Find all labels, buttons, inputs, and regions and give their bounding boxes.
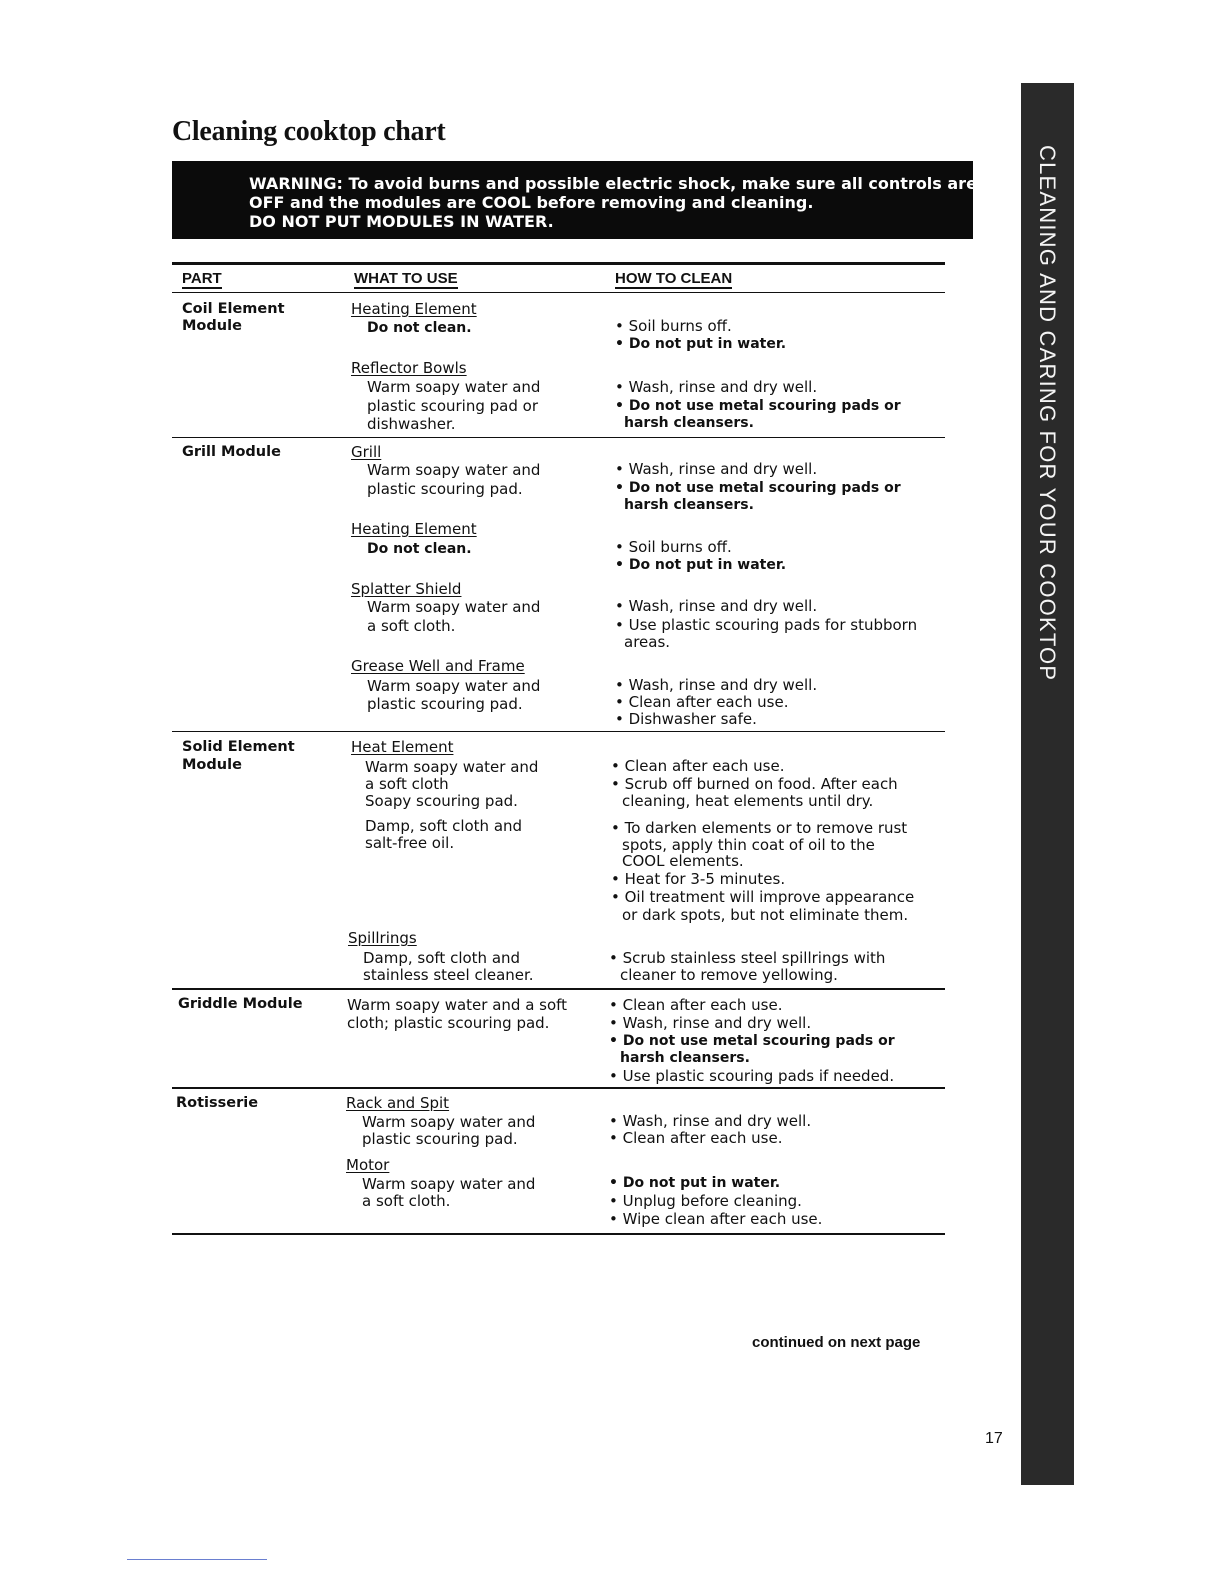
how-to-clean-text: • Wipe clean after each use. [609,1210,823,1228]
component-label: Grill [351,443,382,461]
part-label: Griddle Module [178,996,303,1012]
what-to-use-text: plastic scouring pad. [362,1130,518,1148]
sidebar-section-title: CLEANING AND CARING FOR YOUR COOKTOP [1035,145,1060,682]
part-label: Module [182,757,242,773]
how-to-clean-text: • Do not use metal scouring pads or [615,398,901,414]
header-what-to-use: WHAT TO USE [354,270,458,287]
warning-line: OFF and the modules are COOL before removing and cleaning. [249,193,814,212]
row-divider [172,731,945,732]
how-to-clean-text: • Wash, rinse and dry well. [609,1112,812,1130]
row-divider [172,1087,945,1089]
continued-note: continued on next page [752,1334,921,1351]
row-divider [172,988,945,990]
how-to-clean-text: • Wash, rinse and dry well. [615,597,818,615]
part-label: Solid Element [182,739,295,755]
how-to-clean-text: • Wash, rinse and dry well. [615,378,818,396]
how-to-clean-text: harsh cleansers. [624,497,754,513]
how-to-clean-text: • Scrub off burned on food. After each [611,775,898,793]
component-label: Heating Element [351,520,477,538]
how-to-clean-text: • Do not put in water. [609,1175,781,1191]
what-to-use-text: a soft cloth. [362,1192,451,1210]
what-to-use-text: Do not clean. [367,541,472,557]
how-to-clean-text: • Clean after each use. [615,693,789,711]
what-to-use-text: Soapy scouring pad. [365,792,518,810]
part-label: Grill Module [182,444,281,460]
component-label: Rack and Spit [346,1094,450,1112]
what-to-use-text: dishwasher. [367,415,456,433]
component-label: Heating Element [351,300,477,318]
component-label: Spillrings [348,929,417,947]
row-divider [172,292,945,293]
what-to-use-text: stainless steel cleaner. [363,966,534,984]
how-to-clean-text: • Wash, rinse and dry well. [615,676,818,694]
part-label: Rotisserie [176,1095,259,1111]
what-to-use-text: Do not clean. [367,320,472,336]
what-to-use-text: cloth; plastic scouring pad. [347,1014,550,1032]
how-to-clean-text: • Soil burns off. [615,317,732,335]
what-to-use-text: Damp, soft cloth and [365,817,523,835]
how-to-clean-text: • Do not put in water. [615,557,787,573]
table-top-rule [172,262,945,265]
what-to-use-text: salt-free oil. [365,834,455,852]
how-to-clean-text: harsh cleansers. [620,1050,750,1066]
how-to-clean-text: • Soil burns off. [615,538,732,556]
what-to-use-text: Warm soapy water and [365,758,539,776]
how-to-clean-text: • Clean after each use. [609,1129,783,1147]
what-to-use-text: Warm soapy water and [367,677,541,695]
how-to-clean-text: cleaning, heat elements until dry. [622,792,874,810]
what-to-use-text: Warm soapy water and a soft [347,996,568,1014]
how-to-clean-text: • Do not use metal scouring pads or [615,480,901,496]
how-to-clean-text: • Use plastic scouring pads if needed. [609,1067,895,1085]
header-how-to-clean: HOW TO CLEAN [615,270,733,287]
what-to-use-text: Warm soapy water and [367,598,541,616]
warning-line: WARNING: To avoid burns and possible electric shock, make sure all controls are [249,174,977,193]
what-to-use-text: Warm soapy water and [362,1175,536,1193]
what-to-use-text: Warm soapy water and [367,378,541,396]
what-to-use-text: Warm soapy water and [362,1113,536,1131]
what-to-use-text: plastic scouring pad. [367,695,523,713]
how-to-clean-text: spots, apply thin coat of oil to the [622,836,875,854]
what-to-use-text: plastic scouring pad. [367,480,523,498]
table-bottom-rule [172,1233,945,1235]
part-label: Coil Element [182,301,285,317]
how-to-clean-text: • Do not use metal scouring pads or [609,1033,895,1049]
component-label: Reflector Bowls [351,359,467,377]
footer-link-line [127,1559,267,1560]
how-to-clean-text: • Scrub stainless steel spillrings with [609,949,886,967]
component-label: Grease Well and Frame [351,657,525,675]
how-to-clean-text: harsh cleansers. [624,415,754,431]
part-label: Module [182,318,242,334]
how-to-clean-text: • Do not put in water. [615,336,787,352]
what-to-use-text: a soft cloth [365,775,449,793]
what-to-use-text: plastic scouring pad or [367,397,538,415]
what-to-use-text: Damp, soft cloth and [363,949,521,967]
how-to-clean-text: or dark spots, but not eliminate them. [622,906,909,924]
how-to-clean-text: • Oil treatment will improve appearance [611,888,915,906]
page-number: 17 [985,1430,1003,1447]
how-to-clean-text: • Wash, rinse and dry well. [609,1014,812,1032]
how-to-clean-text: areas. [624,633,671,651]
component-label: Splatter Shield [351,580,462,598]
component-label: Motor [346,1156,390,1174]
how-to-clean-text: • Clean after each use. [611,757,785,775]
how-to-clean-text: • Heat for 3-5 minutes. [611,870,786,888]
warning-box [172,161,977,239]
page-title: Cleaning cooktop chart [172,116,446,147]
how-to-clean-text: • To darken elements or to remove rust [611,819,908,837]
warning-line: DO NOT PUT MODULES IN WATER. [249,212,554,231]
how-to-clean-text: • Use plastic scouring pads for stubborn [615,616,918,634]
header-part: PART [182,270,222,287]
how-to-clean-text: • Dishwasher safe. [615,710,757,728]
row-divider [172,437,945,438]
how-to-clean-text: COOL elements. [622,852,744,870]
what-to-use-text: Warm soapy water and [367,461,541,479]
component-label: Heat Element [351,738,454,756]
how-to-clean-text: cleaner to remove yellowing. [620,966,838,984]
what-to-use-text: a soft cloth. [367,617,456,635]
how-to-clean-text: • Unplug before cleaning. [609,1192,802,1210]
how-to-clean-text: • Wash, rinse and dry well. [615,460,818,478]
how-to-clean-text: • Clean after each use. [609,996,783,1014]
